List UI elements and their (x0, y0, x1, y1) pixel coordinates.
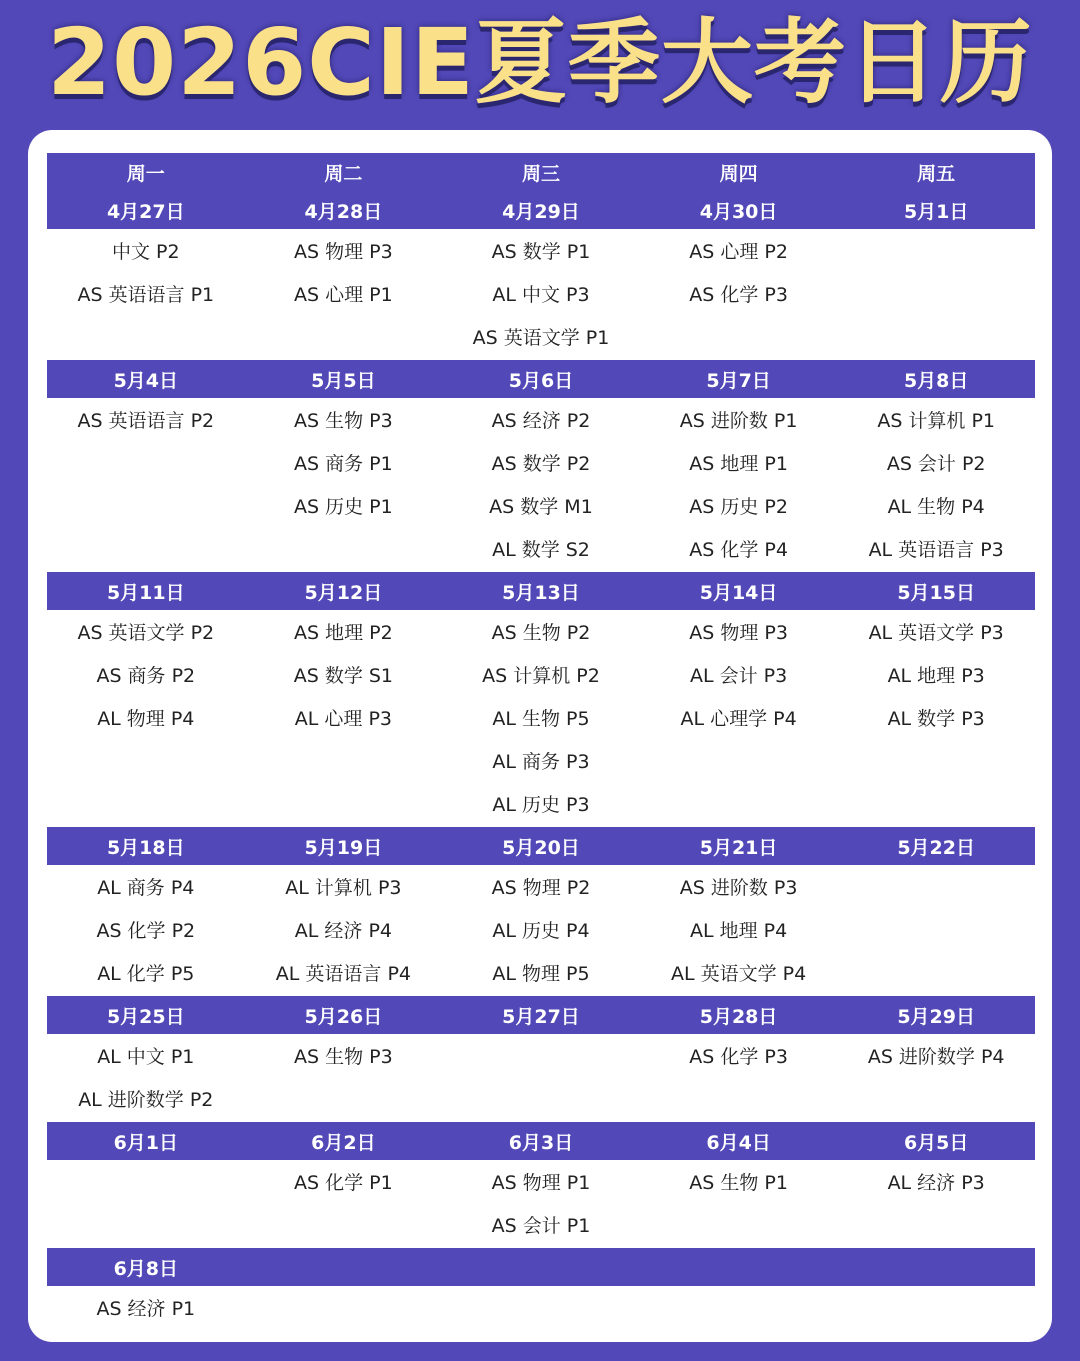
exam-day-cell (837, 229, 1035, 360)
exam-entry: AS 会计 P2 (886, 453, 986, 475)
exam-calendar-table (47, 153, 1035, 1331)
exam-entry: AS 物理 P3 (294, 241, 393, 263)
exam-day-cell (837, 865, 1035, 996)
exam-day-cell (47, 1160, 245, 1248)
exam-entry: AL 地理 P4 (689, 920, 788, 942)
exam-day-cell (837, 398, 1035, 572)
date-label: 5月5日 (311, 369, 376, 392)
exam-day-cell (245, 610, 443, 827)
exam-day-cell (245, 1034, 443, 1122)
exam-entry: AS 物理 P2 (491, 877, 591, 899)
exam-entry: AS 化学 P3 (689, 1046, 788, 1068)
exam-entry: AS 商务 P2 (96, 665, 196, 687)
exam-entry: AL 历史 P3 (492, 794, 590, 816)
exam-entry: AL 英语语言 P4 (275, 963, 411, 985)
exam-day-cell (245, 865, 443, 996)
exam-entry: AS 物理 P1 (491, 1172, 591, 1194)
exam-entry: AL 会计 P3 (689, 665, 788, 687)
exam-entry: AS 英语语言 P1 (77, 284, 215, 306)
date-label (245, 1248, 443, 1286)
date-label: 5月6日 (508, 369, 574, 392)
date-row (47, 191, 1035, 229)
exam-entry: AS 地理 P2 (294, 622, 393, 644)
exam-entry: AS 历史 P2 (689, 496, 788, 518)
date-label (640, 1248, 838, 1286)
date-label: 6月3日 (508, 1131, 574, 1154)
date-label: 5月18日 (106, 836, 185, 859)
date-label: 6月2日 (311, 1131, 376, 1154)
exam-day-cell (640, 1160, 838, 1248)
weekday-row (47, 153, 1035, 191)
exam-entry: AS 生物 P3 (294, 1046, 393, 1068)
date-label: 5月20日 (502, 836, 580, 859)
exam-day-cell (640, 229, 838, 360)
exam-entry: AS 心理 P1 (294, 284, 393, 306)
date-row (47, 1248, 1035, 1286)
exam-day-cell (47, 865, 245, 996)
week-header (47, 1248, 1035, 1286)
date-row (47, 996, 1035, 1034)
exam-entry: AS 英语文学 P1 (472, 327, 610, 349)
exam-day-cell (442, 398, 640, 572)
calendar-card (28, 130, 1052, 1342)
date-label: 6月8日 (113, 1257, 179, 1280)
exam-day-cell (442, 865, 640, 996)
weekday-label: 周四 (719, 162, 758, 185)
exam-entry: AL 生物 P5 (492, 708, 590, 730)
exam-row (47, 1286, 1035, 1331)
exam-entry: 中文 P2 (112, 241, 180, 263)
exam-row (47, 1160, 1035, 1248)
date-label: 6月1日 (113, 1131, 179, 1154)
date-label: 5月29日 (897, 1005, 975, 1028)
exam-entry: AL 地理 P3 (887, 665, 985, 687)
exam-day-cell (640, 610, 838, 827)
exam-entry: AS 进阶数 P3 (679, 877, 798, 899)
date-label: 5月12日 (304, 581, 383, 604)
exam-entry: AL 英语语言 P3 (868, 539, 1004, 561)
exam-entry: AL 心理学 P4 (680, 708, 797, 730)
exam-entry: AL 经济 P4 (294, 920, 392, 942)
exam-day-cell (640, 1286, 838, 1331)
date-label: 5月13日 (502, 581, 580, 604)
exam-day-cell (837, 610, 1035, 827)
exam-entry: AS 进阶数 P1 (679, 410, 798, 432)
exam-entry: AS 物理 P3 (689, 622, 788, 644)
exam-entry: AS 进阶数学 P4 (867, 1046, 1005, 1068)
exam-day-cell (47, 229, 245, 360)
week-header (47, 827, 1035, 865)
date-label: 5月4日 (113, 369, 179, 392)
exam-entry: AS 英语语言 P2 (77, 410, 215, 432)
exam-entry: AL 化学 P5 (97, 963, 195, 985)
exam-day-cell (245, 1160, 443, 1248)
exam-row (47, 229, 1035, 360)
date-label: 4月29日 (502, 200, 580, 223)
date-row (47, 827, 1035, 865)
exam-entry: AS 生物 P3 (294, 410, 393, 432)
exam-entry: AS 商务 P1 (294, 453, 393, 475)
exam-day-cell (442, 610, 640, 827)
exam-entry: AS 历史 P1 (294, 496, 393, 518)
date-label: 5月7日 (706, 369, 771, 392)
exam-entry: AS 化学 P3 (689, 284, 788, 306)
exam-entry: AS 数学 P2 (491, 453, 591, 475)
exam-entry: AL 经济 P3 (887, 1172, 985, 1194)
date-label: 5月25日 (106, 1005, 185, 1028)
exam-entry: AL 计算机 P3 (285, 877, 402, 899)
exam-entry: AL 生物 P4 (887, 496, 985, 518)
exam-entry: AS 地理 P1 (689, 453, 788, 475)
date-row (47, 572, 1035, 610)
date-label: 4月30日 (699, 200, 778, 223)
exam-day-cell (442, 1286, 640, 1331)
exam-entry: AS 数学 S1 (293, 665, 394, 687)
exam-day-cell (837, 1286, 1035, 1331)
exam-entry: AS 化学 P1 (294, 1172, 393, 1194)
exam-entry: AS 数学 P1 (491, 241, 591, 263)
exam-entry: AS 化学 P4 (689, 539, 788, 561)
exam-entry: AS 化学 P2 (96, 920, 196, 942)
exam-entry: AL 中文 P3 (492, 284, 590, 306)
date-row (47, 360, 1035, 398)
exam-row (47, 398, 1035, 572)
exam-entry: AL 数学 S2 (492, 539, 590, 561)
exam-entry: AS 生物 P2 (491, 622, 591, 644)
exam-entry: AL 中文 P1 (97, 1046, 195, 1068)
exam-entry: AL 物理 P4 (97, 708, 195, 730)
exam-day-cell (245, 398, 443, 572)
date-label (837, 1248, 1035, 1286)
exam-entry: AS 会计 P1 (491, 1215, 591, 1237)
date-label: 5月11日 (106, 581, 185, 604)
exam-day-cell (47, 1286, 245, 1331)
week-header (47, 572, 1035, 610)
exam-row (47, 865, 1035, 996)
week-header (47, 360, 1035, 398)
exam-day-cell (442, 1034, 640, 1122)
exam-entry: AS 数学 M1 (489, 496, 593, 518)
date-label: 5月15日 (897, 581, 975, 604)
exam-day-cell (640, 865, 838, 996)
date-label (442, 1248, 640, 1286)
exam-entry: AS 计算机 P2 (482, 665, 600, 687)
date-label: 5月26日 (304, 1005, 383, 1028)
exam-entry: AL 数学 P3 (887, 708, 985, 730)
exam-entry: AL 英语文学 P4 (670, 963, 807, 985)
exam-day-cell (640, 1034, 838, 1122)
exam-day-cell (837, 1034, 1035, 1122)
exam-entry: AS 经济 P2 (491, 410, 591, 432)
week-header (47, 1122, 1035, 1160)
weekday-label: 周五 (917, 162, 956, 185)
date-label: 5月14日 (699, 581, 778, 604)
exam-row (47, 610, 1035, 827)
exam-day-cell (47, 1034, 245, 1122)
date-label: 5月21日 (699, 836, 778, 859)
date-label: 5月19日 (304, 836, 383, 859)
exam-day-cell (47, 610, 245, 827)
exam-entry: AS 英语文学 P2 (77, 622, 215, 644)
exam-day-cell (245, 229, 443, 360)
exam-entry: AL 历史 P4 (492, 920, 590, 942)
weekday-label: 周二 (324, 162, 363, 185)
date-row (47, 1122, 1035, 1160)
page-title: 2026CIE夏季大考日历 (47, 9, 1033, 116)
date-label: 5月27日 (502, 1005, 580, 1028)
exam-day-cell (837, 1160, 1035, 1248)
exam-day-cell (245, 1286, 443, 1331)
date-label: 5月8日 (903, 369, 969, 392)
date-label: 4月27日 (106, 200, 185, 223)
date-label: 6月5日 (903, 1131, 969, 1154)
exam-day-cell (47, 398, 245, 572)
exam-entry: AS 生物 P1 (689, 1172, 788, 1194)
exam-day-cell (640, 398, 838, 572)
week-header (47, 153, 1035, 229)
exam-entry: AL 进阶数学 P2 (78, 1089, 214, 1111)
exam-entry: AL 物理 P5 (492, 963, 590, 985)
date-label: 6月4日 (706, 1131, 771, 1154)
exam-entry: AL 商务 P3 (492, 751, 590, 773)
exam-day-cell (442, 1160, 640, 1248)
exam-day-cell (442, 229, 640, 360)
date-label: 5月1日 (903, 200, 969, 223)
exam-entry: AS 经济 P1 (96, 1298, 196, 1320)
week-header (47, 996, 1035, 1034)
exam-entry: AS 计算机 P1 (877, 410, 996, 432)
weekday-label: 周一 (126, 162, 165, 185)
exam-entry: AL 心理 P3 (294, 708, 392, 730)
exam-entry: AL 英语文学 P3 (868, 622, 1004, 644)
exam-entry: AL 商务 P4 (97, 877, 195, 899)
exam-entry: AS 心理 P2 (689, 241, 788, 263)
date-label: 5月22日 (897, 836, 975, 859)
date-label: 4月28日 (304, 200, 383, 223)
exam-row (47, 1034, 1035, 1122)
weekday-label: 周三 (521, 162, 560, 185)
date-label: 5月28日 (699, 1005, 778, 1028)
